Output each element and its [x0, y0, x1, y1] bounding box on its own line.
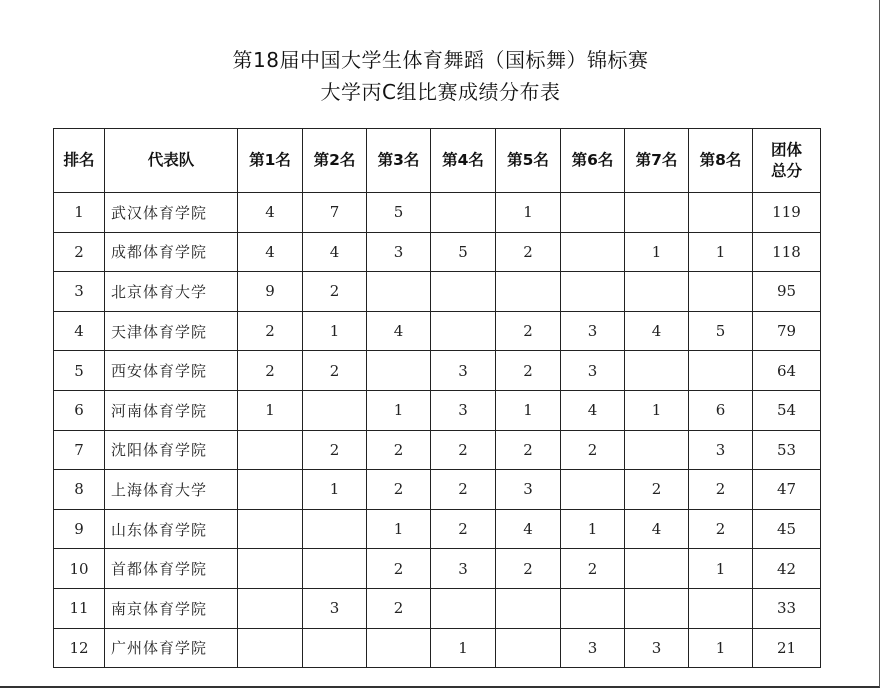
- place-1-count-cell: 4: [238, 232, 303, 272]
- place-3-count-cell: 2: [367, 430, 431, 470]
- place-3-count-cell: 2: [367, 470, 431, 510]
- place-1-count-cell: [238, 509, 303, 549]
- table-header: [54, 129, 821, 193]
- rank-cell: 12: [54, 628, 105, 668]
- table-row: [54, 311, 821, 351]
- rank-cell: 3: [54, 272, 105, 312]
- header-place-7: 第7名: [625, 129, 689, 193]
- place-8-count-cell: 6: [689, 390, 753, 430]
- header-place-2: 第2名: [303, 129, 367, 193]
- team-cell: 广州体育学院: [105, 628, 238, 668]
- rank-cell: 7: [54, 430, 105, 470]
- place-5-count-cell: [496, 628, 561, 668]
- place-4-count-cell: 2: [431, 509, 496, 549]
- rank-cell: 10: [54, 549, 105, 589]
- table-row: [54, 628, 821, 668]
- place-6-count-cell: 3: [561, 311, 625, 351]
- place-1-count-cell: 2: [238, 311, 303, 351]
- team-cell: 天津体育学院: [105, 311, 238, 351]
- total-score-cell: 45: [753, 509, 821, 549]
- total-score-cell: 119: [753, 193, 821, 233]
- place-2-count-cell: 3: [303, 588, 367, 628]
- place-3-count-cell: 2: [367, 549, 431, 589]
- team-cell: 首都体育学院: [105, 549, 238, 589]
- place-1-count-cell: 1: [238, 390, 303, 430]
- place-3-count-cell: [367, 628, 431, 668]
- place-8-count-cell: [689, 193, 753, 233]
- table-row: [54, 588, 821, 628]
- table-row: [54, 272, 821, 312]
- total-score-cell: 33: [753, 588, 821, 628]
- document-title: 第18届中国大学生体育舞蹈（国标舞）锦标赛: [232, 48, 649, 72]
- place-6-count-cell: 1: [561, 509, 625, 549]
- place-2-count-cell: [303, 628, 367, 668]
- place-3-count-cell: 1: [367, 509, 431, 549]
- place-6-count-cell: 3: [561, 628, 625, 668]
- total-score-cell: 21: [753, 628, 821, 668]
- place-5-count-cell: 2: [496, 232, 561, 272]
- place-4-count-cell: 3: [431, 351, 496, 391]
- place-6-count-cell: [561, 272, 625, 312]
- place-8-count-cell: 1: [689, 232, 753, 272]
- header-place-5: 第5名: [496, 129, 561, 193]
- table-row: [54, 232, 821, 272]
- place-4-count-cell: 2: [431, 430, 496, 470]
- header-total-line2: 总分: [770, 161, 802, 180]
- total-score-cell: 79: [753, 311, 821, 351]
- header-total: [753, 129, 821, 193]
- place-3-count-cell: [367, 272, 431, 312]
- document-subtitle: 大学丙C组比赛成绩分布表: [320, 80, 561, 104]
- header-total-line1: 团体: [770, 140, 802, 159]
- team-cell: 西安体育学院: [105, 351, 238, 391]
- header-place-1: 第1名: [238, 129, 303, 193]
- place-7-count-cell: [625, 549, 689, 589]
- place-2-count-cell: 2: [303, 272, 367, 312]
- place-5-count-cell: 1: [496, 193, 561, 233]
- place-3-count-cell: 3: [367, 232, 431, 272]
- place-1-count-cell: [238, 549, 303, 589]
- place-1-count-cell: [238, 430, 303, 470]
- team-cell: 武汉体育学院: [105, 193, 238, 233]
- place-2-count-cell: [303, 549, 367, 589]
- place-8-count-cell: [689, 351, 753, 391]
- place-3-count-cell: [367, 351, 431, 391]
- place-7-count-cell: [625, 351, 689, 391]
- place-7-count-cell: [625, 588, 689, 628]
- table-row: [54, 430, 821, 470]
- place-1-count-cell: [238, 588, 303, 628]
- place-7-count-cell: 4: [625, 311, 689, 351]
- place-1-count-cell: 2: [238, 351, 303, 391]
- place-1-count-cell: 4: [238, 193, 303, 233]
- place-8-count-cell: 1: [689, 628, 753, 668]
- team-cell: 河南体育学院: [105, 390, 238, 430]
- table-body: [54, 193, 821, 668]
- header-row: [54, 129, 821, 193]
- place-6-count-cell: 2: [561, 549, 625, 589]
- table-row: [54, 509, 821, 549]
- team-cell: 北京体育大学: [105, 272, 238, 312]
- place-2-count-cell: [303, 390, 367, 430]
- place-2-count-cell: 7: [303, 193, 367, 233]
- place-4-count-cell: [431, 193, 496, 233]
- place-8-count-cell: 1: [689, 549, 753, 589]
- total-score-cell: 95: [753, 272, 821, 312]
- place-4-count-cell: [431, 311, 496, 351]
- header-place-6: 第6名: [561, 129, 625, 193]
- place-2-count-cell: 2: [303, 351, 367, 391]
- place-4-count-cell: 3: [431, 390, 496, 430]
- header-place-8: 第8名: [689, 129, 753, 193]
- header-place-4: 第4名: [431, 129, 496, 193]
- place-6-count-cell: [561, 193, 625, 233]
- table-row: [54, 351, 821, 391]
- rank-cell: 6: [54, 390, 105, 430]
- table-row: [54, 193, 821, 233]
- place-7-count-cell: 1: [625, 390, 689, 430]
- rank-cell: 5: [54, 351, 105, 391]
- place-7-count-cell: [625, 272, 689, 312]
- place-8-count-cell: 3: [689, 430, 753, 470]
- place-5-count-cell: 2: [496, 430, 561, 470]
- place-2-count-cell: 2: [303, 430, 367, 470]
- team-cell: 成都体育学院: [105, 232, 238, 272]
- place-8-count-cell: 2: [689, 509, 753, 549]
- rank-cell: 2: [54, 232, 105, 272]
- rank-cell: 1: [54, 193, 105, 233]
- place-5-count-cell: 4: [496, 509, 561, 549]
- place-7-count-cell: 2: [625, 470, 689, 510]
- place-4-count-cell: [431, 272, 496, 312]
- total-score-cell: 42: [753, 549, 821, 589]
- place-4-count-cell: [431, 588, 496, 628]
- header-rank: 排名: [54, 129, 105, 193]
- place-1-count-cell: [238, 470, 303, 510]
- place-6-count-cell: [561, 588, 625, 628]
- total-score-cell: 118: [753, 232, 821, 272]
- place-7-count-cell: 4: [625, 509, 689, 549]
- place-7-count-cell: 1: [625, 232, 689, 272]
- place-4-count-cell: 2: [431, 470, 496, 510]
- place-5-count-cell: 2: [496, 549, 561, 589]
- place-7-count-cell: 3: [625, 628, 689, 668]
- place-5-count-cell: [496, 588, 561, 628]
- place-1-count-cell: 9: [238, 272, 303, 312]
- team-cell: 南京体育学院: [105, 588, 238, 628]
- place-4-count-cell: 1: [431, 628, 496, 668]
- place-4-count-cell: 3: [431, 549, 496, 589]
- place-8-count-cell: 5: [689, 311, 753, 351]
- table-row: [54, 549, 821, 589]
- table-row: [54, 470, 821, 510]
- total-score-cell: 54: [753, 390, 821, 430]
- header-place-3: 第3名: [367, 129, 431, 193]
- place-2-count-cell: 1: [303, 470, 367, 510]
- rank-cell: 4: [54, 311, 105, 351]
- results-table: [53, 128, 821, 668]
- place-5-count-cell: 1: [496, 390, 561, 430]
- total-score-cell: 53: [753, 430, 821, 470]
- place-5-count-cell: [496, 272, 561, 312]
- total-score-cell: 47: [753, 470, 821, 510]
- place-5-count-cell: 2: [496, 311, 561, 351]
- place-3-count-cell: 5: [367, 193, 431, 233]
- place-3-count-cell: 1: [367, 390, 431, 430]
- place-3-count-cell: 4: [367, 311, 431, 351]
- place-8-count-cell: [689, 588, 753, 628]
- team-cell: 沈阳体育学院: [105, 430, 238, 470]
- place-7-count-cell: [625, 193, 689, 233]
- place-6-count-cell: [561, 470, 625, 510]
- place-6-count-cell: [561, 232, 625, 272]
- place-5-count-cell: 2: [496, 351, 561, 391]
- place-6-count-cell: 4: [561, 390, 625, 430]
- table-row: [54, 390, 821, 430]
- place-2-count-cell: [303, 509, 367, 549]
- place-8-count-cell: 2: [689, 470, 753, 510]
- place-8-count-cell: [689, 272, 753, 312]
- team-cell: 上海体育大学: [105, 470, 238, 510]
- place-4-count-cell: 5: [431, 232, 496, 272]
- header-team: 代表队: [105, 129, 238, 193]
- place-6-count-cell: 2: [561, 430, 625, 470]
- place-7-count-cell: [625, 430, 689, 470]
- place-5-count-cell: 3: [496, 470, 561, 510]
- place-2-count-cell: 4: [303, 232, 367, 272]
- place-3-count-cell: 2: [367, 588, 431, 628]
- rank-cell: 11: [54, 588, 105, 628]
- place-2-count-cell: 1: [303, 311, 367, 351]
- team-cell: 山东体育学院: [105, 509, 238, 549]
- place-6-count-cell: 3: [561, 351, 625, 391]
- place-1-count-cell: [238, 628, 303, 668]
- rank-cell: 8: [54, 470, 105, 510]
- total-score-cell: 64: [753, 351, 821, 391]
- rank-cell: 9: [54, 509, 105, 549]
